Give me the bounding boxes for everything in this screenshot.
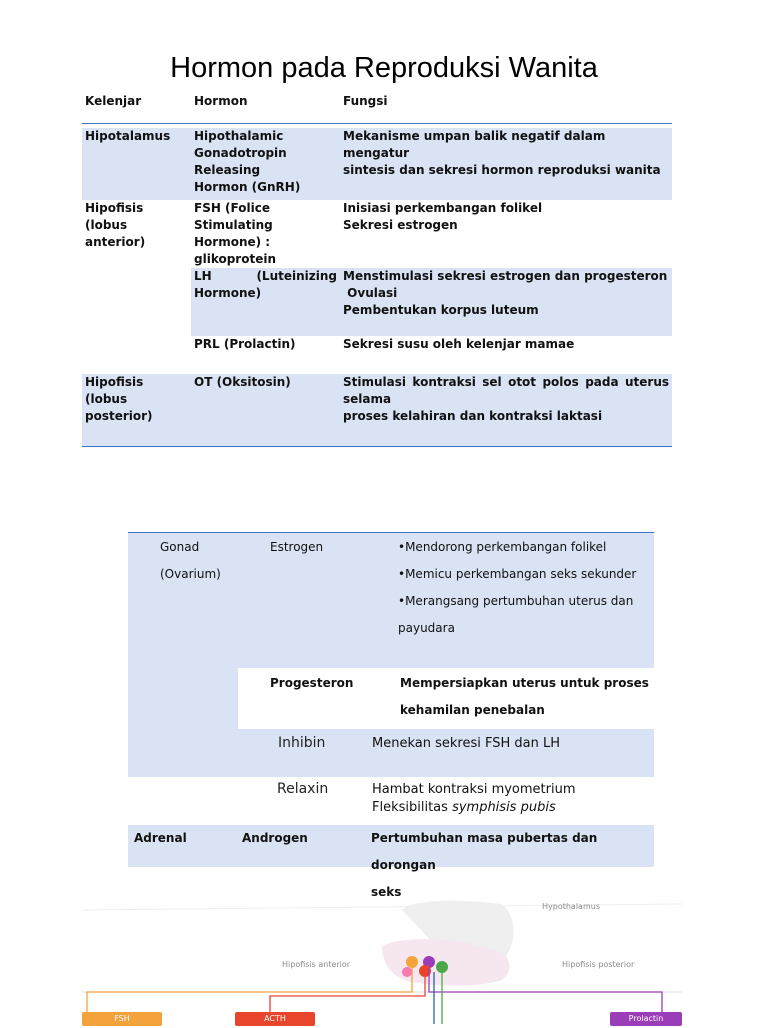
gonad-hormone-table xyxy=(128,532,654,899)
label-hipofisis-anterior: Hipofisis anterior xyxy=(282,960,351,969)
label-hipofisis-posterior: Hipofisis posterior xyxy=(562,960,635,969)
table-row xyxy=(82,200,672,268)
cell-inhibin: Inhibin xyxy=(278,735,326,751)
table-row xyxy=(82,374,672,446)
cell-fungsi: Mekanisme umpan balik negatif dalam mengatur sintesis dan sekresi hormon reproduksi wanita xyxy=(340,128,672,200)
pituitary-diagram-svg xyxy=(82,892,682,1024)
cell-adrenal: Adrenal xyxy=(134,831,187,845)
cell-fungsi: Sekresi susu oleh kelenjar mamae xyxy=(343,337,575,351)
header-hormon: Hormon xyxy=(191,90,340,124)
cell-fungsi: Menstimulasi sekresi estrogen dan progesteron Ovulasi Pembentukan korpus luteum xyxy=(340,268,672,336)
box-fsh: FSH xyxy=(82,1012,162,1026)
cell-androgen-fungsi: Pertumbuhan masa pubertas dan dorongan seks xyxy=(371,831,598,899)
box-prolactin: Prolactin xyxy=(610,1012,682,1026)
label-hypothalamus: Hypothalamus xyxy=(542,902,600,911)
header-kelenjar: Kelenjar xyxy=(82,90,191,124)
box-acth: ACTH xyxy=(235,1012,315,1026)
pituitary-diagram xyxy=(82,892,682,1024)
cell-hormon: FSH (Folice Stimulating Hormone) : glikoprotein xyxy=(194,201,277,266)
cell-androgen: Androgen xyxy=(242,831,308,845)
table-row xyxy=(82,336,672,374)
table-row xyxy=(82,128,672,200)
cell-estrogen: Estrogen xyxy=(270,540,324,554)
cell-inhibin-fungsi: Menekan sekresi FSH dan LH xyxy=(372,736,560,751)
cell-kelenjar xyxy=(82,268,191,336)
row-progesteron xyxy=(128,668,238,729)
cell-progesteron: Progesteron xyxy=(270,676,354,690)
hormone-table xyxy=(82,90,672,447)
cell-hormon: Hipothalamic Gonadotropin Releasing Hormon (GnRH) xyxy=(191,128,340,200)
cell-kelenjar xyxy=(82,336,191,374)
table-row xyxy=(82,268,672,336)
table-header-row xyxy=(82,90,672,124)
cell-relaxin-fungsi: Hambat kontraksi myometrium Fleksibilitas symphisis pubis xyxy=(372,782,576,815)
page-title: Hormon pada Reproduksi Wanita xyxy=(170,52,598,84)
cell-estrogen-fungsi: •Mendorong perkembangan folikel •Memicu perkembangan seks sekunder •Merangsang pertumbuhan uterus dan payudara xyxy=(398,540,637,635)
cell-relaxin: Relaxin xyxy=(277,781,329,797)
cell-hormon: LH (Luteinizing Hormone) xyxy=(191,268,340,336)
cell-fungsi: Stimulasi kontraksi sel otot polos pada uterus selama proses kelahiran dan kontraksi laktasi xyxy=(340,374,672,446)
cell-gonad: Gonad (Ovarium) xyxy=(160,540,221,581)
cell-kelenjar: Hipotalamus xyxy=(82,128,191,200)
row-adrenal xyxy=(128,825,654,899)
header-fungsi: Fungsi xyxy=(340,90,672,124)
cell-fungsi: Inisiasi perkembangan folikel Sekresi estrogen xyxy=(343,201,543,232)
cell-hormon: OT (Oksitosin) xyxy=(191,374,340,446)
cell-progesteron-fungsi: Mempersiapkan uterus untuk proses kehamilan penebalan xyxy=(400,676,649,717)
cell-kelenjar: Hipofisis (lobus posterior) xyxy=(82,374,191,446)
cell-kelenjar: Hipofisis (lobus anterior) xyxy=(85,201,146,249)
cell-hormon: PRL (Prolactin) xyxy=(194,337,296,351)
